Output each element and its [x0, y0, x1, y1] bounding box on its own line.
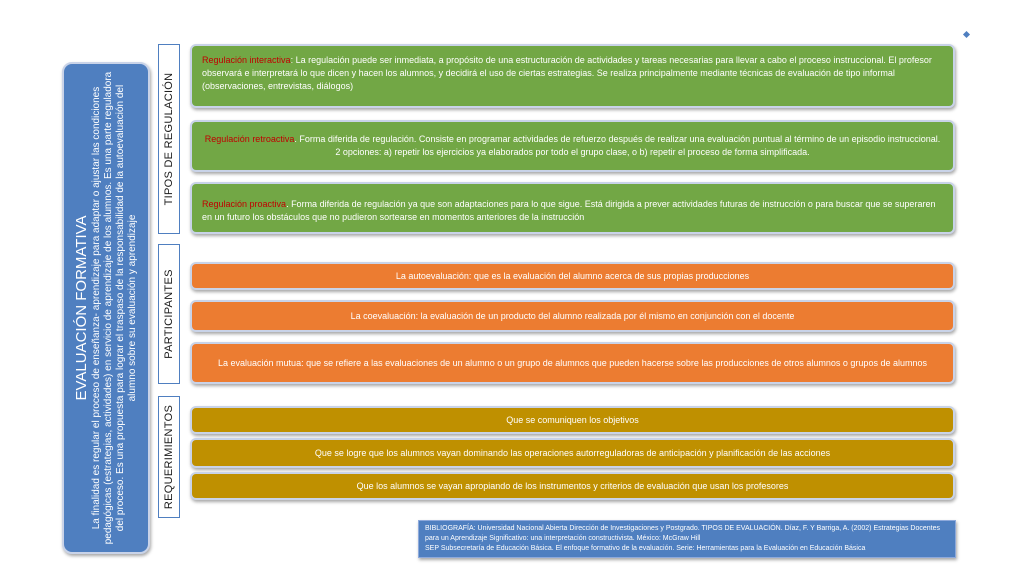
- main-title: EVALUACIÓN FORMATIVA: [73, 215, 90, 401]
- category-label: REQUERIMIENTOS: [163, 404, 175, 510]
- participante-text: La coevaluación: la evaluación de un producto del alumno realizada por él mismo en conjunción con el docente: [350, 310, 795, 321]
- main-description: La finalidad es regular el proceso de enseñanza- aprendizaje para adaptar o ajustar las condiciones pedagógicas (estrategias, actividades) en servicio de aprendizaje de los alumnos. Es una parte reguladora del proceso. Es una propuesta para lograr el traspaso de la responsabilidad de la autoevaluación del alumno sobre su evaluación y aprendizaje: [91, 71, 138, 545]
- category-label: TIPOS DE REGULACIÓN: [163, 72, 175, 206]
- regulacion-term: Regulación proactiva: [202, 199, 287, 209]
- diamond-icon: [963, 31, 970, 38]
- bibliography-box: [418, 520, 956, 558]
- category-label: PARTICIPANTES: [163, 269, 175, 359]
- participante-autoevaluacion-box: [190, 262, 955, 290]
- category-tipos-de-regulacion: [158, 44, 180, 234]
- category-requerimientos: [158, 396, 180, 518]
- participante-coevaluacion-box: [190, 300, 955, 332]
- participante-text: La evaluación mutua: que se refiere a las evaluaciones de un alumno o un grupo de alumnos que pueden hacerse sobre las producciones de otros alumnos o grupos de alumnos: [218, 357, 927, 368]
- requerimiento-box: [190, 438, 955, 468]
- requerimiento-text: Que los alumnos se vayan apropiando de los instrumentos y criterios de evaluación que usan los profesores: [356, 480, 789, 491]
- regulacion-text: . Forma diferida de regulación ya que son adaptaciones para lo que sigue. Está dirigida a prever actividades futuras de instrucción o para buscar que se superaren en un futuro los obstáculos que no pudieron sortearse en momentos anteriores de la instrucción: [202, 199, 936, 222]
- regulacion-proactiva-box: [190, 182, 955, 234]
- main-concept-box: [62, 62, 150, 554]
- regulacion-text: : La regulación puede ser inmediata, a propósito de una estructuración de actividades y tareas necesarias para llevar a cabo el proceso instruccional. El profesor observará e interpretará lo que dicen y hacen los alumnos, y decidirá el uso de ciertas estrategias. Se realiza principalmente mediante técnicas de evaluación de tipo informal (observaciones, entrevistas, diálogos): [202, 55, 932, 91]
- requerimiento-box: [190, 472, 955, 500]
- regulacion-term: Regulación interactiva: [202, 55, 291, 65]
- regulacion-term: Regulación retroactiva: [204, 134, 295, 144]
- requerimiento-box: [190, 406, 955, 434]
- participante-text: La autoevaluación: que es la evaluación del alumno acerca de sus propias producciones: [395, 270, 750, 281]
- regulacion-text: . Forma diferida de regulación. Consiste en programar actividades de refuerzo después de realizar una evaluación puntual al término de un episodio instruccional. 2 opciones: a) repetir los ejercicios ya elaborados por todo el grupo clase, o b) repetir el proceso de forma simplificada.: [294, 134, 941, 157]
- participante-evaluacion-mutua-box: [190, 342, 955, 384]
- regulacion-retroactiva-box: [190, 120, 955, 172]
- regulacion-interactiva-box: [190, 44, 955, 108]
- category-participantes: [158, 244, 180, 384]
- bibliography-line: BIBLIOGRAFÍA: Universidad Nacional Abierta Dirección de Investigaciones y Postgrado. TIPOS DE EVALUACIÓN. Díaz, F. Y Barriga, A. (2002) Estrategias Docentes para un Aprendizaje Significativo: una interpretación constructivista. México: McGraw Hill: [425, 525, 940, 542]
- requerimiento-text: Que se logre que los alumnos vayan dominando las operaciones autorreguladoras de anticipación y planificación de las acciones: [314, 447, 831, 458]
- bibliography-line: SEP Subsecretaría de Educación Básica. El enfoque formativo de la evaluación. Serie: Herramientas para la Evaluación en Educación Básica: [425, 545, 866, 552]
- requerimiento-text: Que se comuniquen los objetivos: [506, 414, 639, 425]
